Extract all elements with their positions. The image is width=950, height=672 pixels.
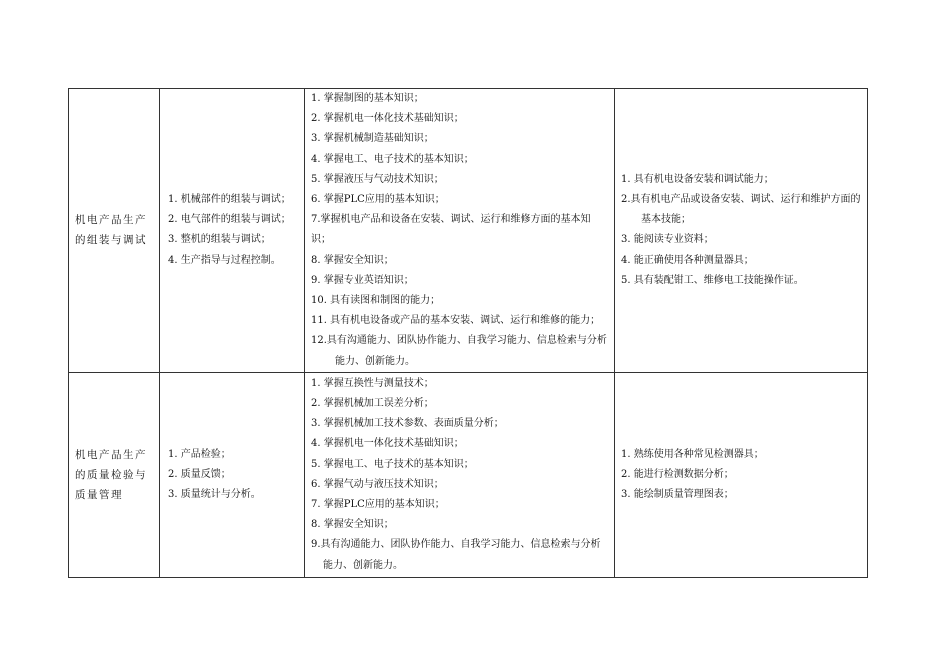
list-item: 4. 能正确使用各种测量器具；	[621, 254, 754, 266]
knowledge-list-cell	[305, 89, 615, 373]
list-item: 4. 掌握机电一体化技术基础知识；	[311, 438, 464, 450]
work-task-cell	[69, 89, 160, 373]
work-task-title: 机电产品生产的质量检验与质量管理	[75, 448, 147, 501]
list-item: 5. 具有装配钳工、维修电工技能操作证。	[621, 274, 804, 286]
ability-list-cell	[615, 89, 868, 373]
list-item: 2.具有机电产品或设备安装、调试、运行和维护方面的基本技能；	[621, 194, 861, 226]
list-item: 5. 掌握电工、电子技术的基本知识；	[311, 458, 474, 470]
list-item: 1. 熟练使用各种常见检测器具；	[621, 448, 764, 460]
list-item: 1. 产品检验；	[168, 448, 231, 460]
list-item: 2. 掌握机械加工误差分析；	[311, 398, 434, 410]
list-item: 3. 掌握机械加工技术参数、表面质量分析；	[311, 418, 504, 430]
task-list	[168, 190, 300, 271]
knowledge-list	[311, 89, 610, 372]
list-item: 11. 具有机电设备或产品的基本安装、调试、运行和维修的能力；	[311, 315, 601, 327]
work-task-title: 机电产品生产的组装与调试	[75, 214, 147, 247]
task-list	[168, 445, 300, 506]
list-item: 1. 机械部件的组装与调试；	[168, 194, 291, 206]
list-item: 5. 掌握液压与气动技术知识；	[311, 173, 444, 185]
work-task-cell	[69, 372, 160, 577]
ability-list	[621, 445, 861, 506]
list-item: 3. 能绘制质量管理图表；	[621, 488, 734, 500]
list-item: 3. 质量统计与分析。	[168, 488, 261, 500]
table-row	[69, 89, 868, 373]
list-item: 10. 具有读图和制图的能力；	[311, 295, 441, 307]
list-item: 9.具有沟通能力、团队协作能力、自我学习能力、信息检索与分析能力、创新能力。	[311, 539, 601, 571]
list-item: 4. 掌握电工、电子技术的基本知识；	[311, 153, 474, 165]
list-item: 7.掌握机电产品和设备在安装、调试、运行和维修方面的基本知识；	[311, 214, 591, 246]
competency-table	[68, 88, 868, 578]
list-item: 3. 能阅读专业资料；	[621, 234, 714, 246]
ability-list	[621, 170, 861, 291]
list-item: 9. 掌握专业英语知识；	[311, 274, 414, 286]
list-item: 1. 掌握互换性与测量技术；	[311, 377, 434, 389]
knowledge-list-cell	[305, 372, 615, 577]
list-item: 2. 掌握机电一体化技术基础知识；	[311, 113, 464, 125]
list-item: 1. 具有机电设备安装和调试能力；	[621, 173, 774, 185]
task-list-cell	[160, 89, 305, 373]
ability-list-cell	[615, 372, 868, 577]
task-list-cell	[160, 372, 305, 577]
list-item: 8. 掌握安全知识；	[311, 519, 394, 531]
list-item: 6. 掌握气动与液压技术知识；	[311, 478, 444, 490]
table-row	[69, 372, 868, 577]
list-item: 8. 掌握安全知识；	[311, 254, 394, 266]
list-item: 3. 整机的组装与调试；	[168, 234, 271, 246]
list-item: 4. 生产指导与过程控制。	[168, 254, 281, 266]
list-item: 2. 电气部件的组装与调试；	[168, 214, 291, 226]
list-item: 2. 能进行检测数据分析；	[621, 468, 734, 480]
list-item: 2. 质量反馈；	[168, 468, 231, 480]
list-item: 3. 掌握机械制造基础知识；	[311, 133, 434, 145]
list-item: 1. 掌握制图的基本知识；	[311, 93, 424, 104]
knowledge-list	[311, 374, 610, 576]
list-item: 6. 掌握PLC应用的基本知识；	[311, 194, 445, 206]
list-item: 7. 掌握PLC应用的基本知识；	[311, 499, 445, 511]
list-item: 12.具有沟通能力、团队协作能力、自我学习能力、信息检索与分析能力、创新能力。	[311, 335, 607, 367]
